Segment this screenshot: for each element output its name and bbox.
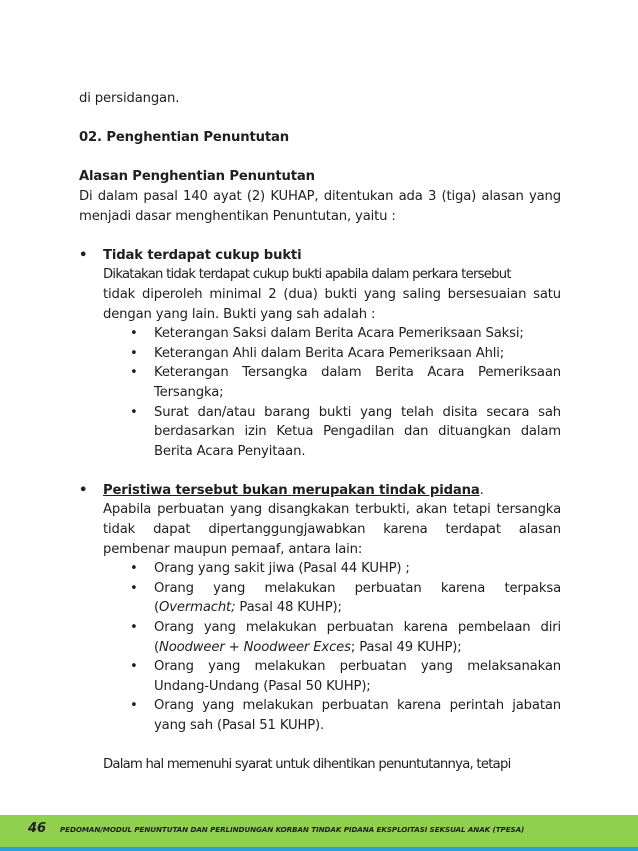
list-item: • Orang yang sakit jiwa (Pasal 44 KUHP) ; xyxy=(130,561,410,577)
page-number: 46 xyxy=(28,821,47,836)
reason-1-text: tidak diperoleh minimal 2 (dua) bukti yang saling bersesuaian satu dengan yang lain. Bukti yang sah adalah : xyxy=(103,286,561,322)
list-item: • Orang yang melakukan perbuatan karena terpaksa (Overmacht; Pasal 48 KUHP); xyxy=(130,580,561,616)
list-item: • Surat dan/atau barang bukti yang telah disita secara sah berdasarkan izin Ketua Pengadilan dan dituangkan dalam Berita Acara Penyitaan. xyxy=(130,404,561,459)
footer-stripe xyxy=(0,847,638,851)
list-item: • Orang yang melakukan perbuatan karena perintah jabatan yang sah (Pasal 51 KUHP). xyxy=(130,698,561,733)
footer-title: PEDOMAN/MODUL PENUNTUTAN DAN PERLINDUNGAN KORBAN TINDAK PIDANA EKSPLOITASI SEKSUAL ANAK (TPESA) xyxy=(60,825,525,834)
reason-1 xyxy=(79,246,561,462)
reason-2-text: Apabila perbuatan yang disangkakan terbukti, akan tetapi tersangka tidak dapat dipertanggungjawabkan karena terdapat alasan pembenar maupun pemaaf, antara lain: xyxy=(103,502,561,557)
evidence-list xyxy=(103,324,561,461)
section-heading: 02. Penghentian Penuntutan xyxy=(79,130,289,146)
bullet-marker: • xyxy=(79,247,88,263)
reason-2-title-line: Peristiwa tersebut bukan merupakan tindak pidana. xyxy=(103,482,484,498)
document-body xyxy=(79,89,561,775)
subheading: Alasan Penghentian Penuntutan xyxy=(79,169,315,185)
intro-text: di persidangan. xyxy=(79,91,180,106)
reason-1-title: Tidak terdapat cukup bukti xyxy=(103,247,302,263)
justification-list xyxy=(103,559,561,735)
list-item: • Keterangan Saksi dalam Berita Acara Pemeriksaan Saksi; xyxy=(130,326,524,342)
footer-bar xyxy=(0,815,638,847)
list-item: • Keterangan Tersangka dalam Berita Acara Pemeriksaan Tersangka; xyxy=(130,365,561,400)
bullet-marker: • xyxy=(79,482,88,498)
list-item: • Orang yang melakukan perbuatan karena pembelaan diri (Noodweer + Noodweer Exces; Pasal 49 KUHP); xyxy=(130,620,561,655)
reason-2-title: Peristiwa tersebut bukan merupakan tindak pidana xyxy=(103,482,480,498)
list-item: • Orang yang melakukan perbuatan yang melaksanakan Undang-Undang (Pasal 50 KUHP); xyxy=(130,659,561,694)
reason-1-line1: Dikatakan tidak terdapat cukup bukti apabila dalam perkara tersebut xyxy=(103,267,511,283)
reason-2 xyxy=(79,481,561,775)
list-item: • Keterangan Ahli dalam Berita Acara Pemeriksaan Ahli; xyxy=(130,345,505,361)
closing-text: Dalam hal memenuhi syarat untuk dihentikan penuntutannya, tetapi xyxy=(103,757,511,773)
intro-paragraph: Di dalam pasal 140 ayat (2) KUHAP, ditentukan ada 3 (tiga) alasan yang menjadi dasar menghentikan Penuntutan, yaitu : xyxy=(79,188,561,224)
